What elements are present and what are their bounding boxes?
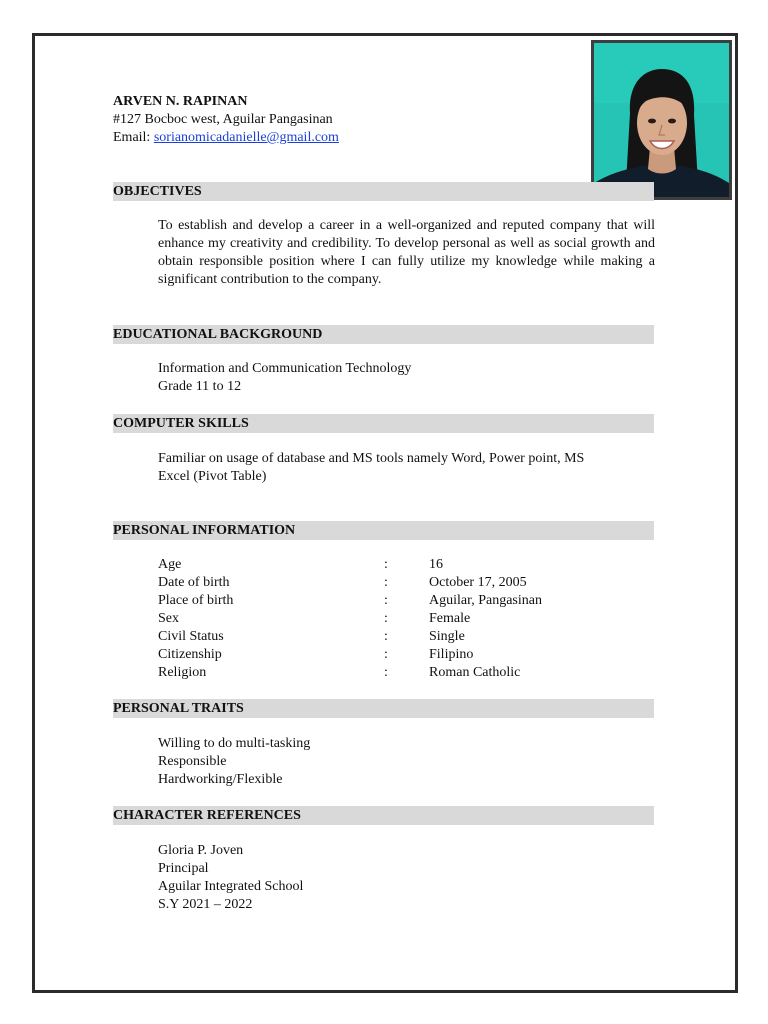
email-link[interactable]: sorianomicadanielle@gmail.com bbox=[153, 130, 339, 145]
reference-name: Gloria P. Joven bbox=[158, 843, 244, 858]
section-education bbox=[113, 325, 654, 344]
info-key: Sex bbox=[158, 611, 179, 626]
section-character-references bbox=[113, 806, 654, 825]
info-value: October 17, 2005 bbox=[429, 575, 527, 590]
skills-details bbox=[158, 450, 584, 486]
section-title-education: EDUCATIONAL BACKGROUND bbox=[113, 327, 323, 342]
section-personal-traits bbox=[113, 699, 654, 718]
info-row-place-of-birth bbox=[158, 592, 578, 610]
reference-school: Aguilar Integrated School bbox=[158, 879, 304, 894]
skills-line: Familiar on usage of database and MS tools namely Word, Power point, MS bbox=[158, 451, 585, 466]
info-separator: : bbox=[384, 593, 388, 608]
info-separator: : bbox=[384, 665, 388, 680]
info-value: Roman Catholic bbox=[429, 665, 521, 680]
info-key: Civil Status bbox=[158, 629, 224, 644]
email-label: Email: bbox=[113, 130, 154, 145]
trait-item: Willing to do multi-tasking bbox=[158, 736, 311, 751]
section-title-personal-traits: PERSONAL TRAITS bbox=[113, 701, 244, 716]
address: #127 Bocboc west, Aguilar Pangasinan bbox=[113, 112, 333, 127]
section-title-personal-information: PERSONAL INFORMATION bbox=[113, 523, 296, 538]
section-title-skills: COMPUTER SKILLS bbox=[113, 416, 249, 431]
reference-position: Principal bbox=[158, 861, 209, 876]
contact-header bbox=[113, 93, 339, 147]
education-strand: Information and Communication Technology bbox=[158, 361, 412, 376]
references-list bbox=[158, 842, 303, 914]
info-value: Single bbox=[429, 629, 465, 644]
section-objectives bbox=[113, 182, 654, 201]
info-separator: : bbox=[384, 557, 388, 572]
info-value: 16 bbox=[429, 557, 443, 572]
info-separator: : bbox=[384, 611, 388, 626]
trait-item: Responsible bbox=[158, 754, 227, 769]
trait-item: Hardworking/Flexible bbox=[158, 772, 283, 787]
info-key: Date of birth bbox=[158, 575, 230, 590]
email-line bbox=[113, 129, 339, 147]
section-personal-information bbox=[113, 521, 654, 540]
info-separator: : bbox=[384, 647, 388, 662]
info-separator: : bbox=[384, 575, 388, 590]
profile-photo bbox=[591, 40, 732, 200]
traits-list bbox=[158, 735, 310, 789]
info-row-date-of-birth bbox=[158, 574, 578, 592]
info-key: Place of birth bbox=[158, 593, 234, 608]
info-key: Religion bbox=[158, 665, 207, 680]
info-value: Aguilar, Pangasinan bbox=[429, 593, 542, 608]
section-skills bbox=[113, 414, 654, 433]
education-details bbox=[158, 360, 411, 396]
info-key: Citizenship bbox=[158, 647, 222, 662]
info-row-citizenship bbox=[158, 646, 578, 664]
profile-photo-icon bbox=[594, 43, 729, 197]
info-key: Age bbox=[158, 557, 182, 572]
info-row-civil-status bbox=[158, 628, 578, 646]
skills-line: Excel (Pivot Table) bbox=[158, 469, 267, 484]
applicant-name: ARVEN N. RAPINAN bbox=[113, 94, 248, 109]
education-grade: Grade 11 to 12 bbox=[158, 379, 242, 394]
section-title-objectives: OBJECTIVES bbox=[113, 184, 202, 199]
objectives-text: To establish and develop a career in a well-organized and reputed company that will enhance my creativity and credibility. To develop personal as well as social growth and obtain responsible position where I can fully utilize my knowledge while making a significant contribution to the company. bbox=[158, 218, 655, 287]
section-title-character-references: CHARACTER REFERENCES bbox=[113, 808, 301, 823]
info-value: Filipino bbox=[429, 647, 474, 662]
info-row-religion bbox=[158, 664, 578, 682]
reference-school-year: S.Y 2021 – 2022 bbox=[158, 897, 253, 912]
info-value: Female bbox=[429, 611, 471, 626]
info-row-age bbox=[158, 556, 578, 574]
info-row-sex bbox=[158, 610, 578, 628]
info-separator: : bbox=[384, 629, 388, 644]
